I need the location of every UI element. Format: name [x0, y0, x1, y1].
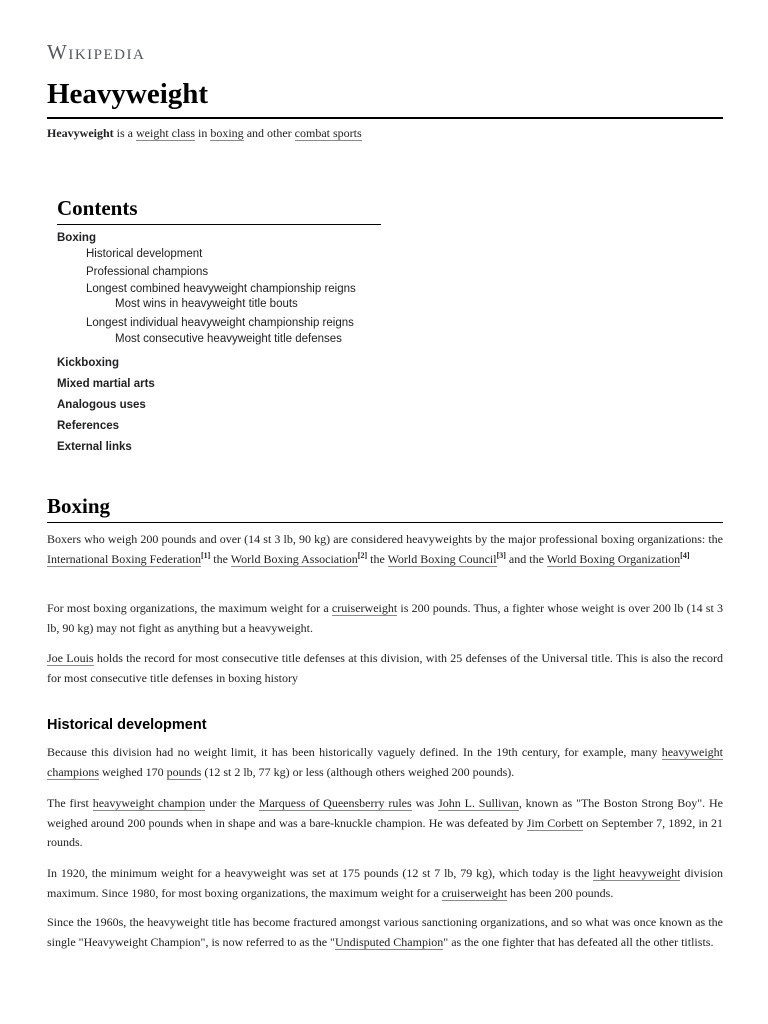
citation-1[interactable]: [1] — [200, 550, 211, 560]
link-cruiserweight[interactable]: cruiserweight — [331, 601, 398, 615]
toc-item-longest-combined-reigns[interactable]: Longest combined heavyweight championship reigns — [86, 283, 356, 295]
link-weight-class[interactable]: weight class — [136, 126, 195, 140]
link-boxing[interactable]: boxing — [210, 126, 244, 140]
link-light-heavyweight[interactable]: light heavyweight — [593, 866, 681, 880]
link-queensberry-rules[interactable]: Marquess of Queensberry rules — [258, 796, 412, 810]
intro-paragraph: Heavyweight is a weight class in boxing and other combat sports — [47, 126, 362, 140]
citation-2[interactable]: [2] — [357, 550, 368, 560]
link-combat-sports[interactable]: combat sports — [294, 126, 362, 140]
boxing-paragraph-3: Joe Louis holds the record for most consecutive title defenses at this division, with 25 defenses of the Universal title. This is also the record for most consecutive title defenses in boxing history — [47, 651, 723, 685]
history-paragraph-3: In 1920, the minimum weight for a heavyweight was set at 175 pounds (12 st 7 lb, 79 kg), which today is the light heavyweight division maximum. Since 1980, for most boxing organizations, the maximum weight for a cruiserweight has been 200 pounds. — [47, 866, 723, 900]
title-divider — [47, 117, 723, 119]
link-wbo[interactable]: World Boxing Organization — [546, 551, 681, 566]
link-john-l-sullivan[interactable]: John L. Sullivan — [438, 796, 519, 810]
page-title: Heavyweight — [47, 78, 209, 110]
section-heading-boxing: Boxing — [47, 494, 111, 518]
link-heavyweight-champion[interactable]: heavyweight champion — [92, 796, 206, 810]
boxing-paragraph-2: For most boxing organizations, the maximum weight for a cruiserweight is 200 pounds. Thus, a fighter whose weight is over 200 lb (14 st 3 lb, 90 kg) may not fight as anything but a heavyweight. — [47, 601, 723, 635]
citation-4[interactable]: [4] — [680, 550, 690, 560]
toc-item-longest-individual-reigns[interactable]: Longest individual heavyweight championship reigns — [86, 317, 354, 329]
toc-item-references[interactable]: References — [57, 420, 120, 432]
toc-item-historical-development[interactable]: Historical development — [86, 248, 203, 260]
history-paragraph-1: Because this division had no weight limit, it has been historically vaguely defined. In the 19th century, for example, many heavyweight champions weighed 170 pounds (12 st 2 lb, 77 kg) or less (although others weighed 200 pounds). — [47, 745, 723, 779]
history-paragraph-2: The first heavyweight champion under the Marquess of Queensberry rules was John L. Sullivan, known as "The Boston Strong Boy". He weighed around 200 pounds when in shape and was a bare-knuckle champion. He was defeated by Jim Corbett on September 7, 1892, in 21 rounds. — [47, 796, 723, 849]
toc-item-kickboxing[interactable]: Kickboxing — [57, 357, 119, 369]
link-heavyweight-champions[interactable]: heavyweight champions — [47, 745, 723, 779]
link-jim-corbett[interactable]: Jim Corbett — [526, 815, 584, 830]
section-divider — [47, 522, 723, 523]
toc-item-professional-champions[interactable]: Professional champions — [86, 266, 209, 278]
toc-item-most-consecutive-defenses[interactable]: Most consecutive heavyweight title defenses — [115, 333, 342, 345]
citation-3[interactable]: [3] — [496, 550, 506, 560]
toc-item-mixed-martial-arts[interactable]: Mixed martial arts — [57, 378, 155, 390]
intro-bold-term: Heavyweight — [47, 126, 114, 140]
link-pounds[interactable]: pounds — [166, 764, 202, 779]
section-heading-historical-development: Historical development — [47, 717, 207, 733]
link-joe-louis[interactable]: Joe Louis — [47, 651, 94, 665]
link-wba[interactable]: World Boxing Association — [230, 551, 358, 566]
link-wbc[interactable]: World Boxing Council — [387, 551, 497, 566]
link-ibf[interactable]: International Boxing Federation — [47, 551, 201, 566]
history-paragraph-4: Since the 1960s, the heavyweight title has become fractured amongst various sanctioning organizations, and so what was once known as the single "Heavyweight Champion", is now referred to as the "Undisputed Champion" as the one fighter that has defeated all the other titlists. — [47, 915, 723, 949]
boxing-paragraph-1: Boxers who weigh 200 pounds and over (14 st 3 lb, 90 kg) are considered heavyweights by the major professional boxing organizations: the International Boxing Federation[1] the World Boxing Association[2] the World Boxing Council[3] and the World Boxing Organization[4] — [47, 532, 723, 566]
toc-item-external-links[interactable]: External links — [57, 441, 132, 453]
link-cruiserweight-2[interactable]: cruiserweight — [441, 885, 508, 900]
toc-title: Contents — [57, 196, 381, 225]
table-of-contents — [57, 196, 387, 225]
wikipedia-logo[interactable]: Wikipedia — [47, 40, 146, 64]
link-undisputed-champion[interactable]: Undisputed Champion — [334, 934, 444, 949]
toc-item-analogous-uses[interactable]: Analogous uses — [57, 399, 146, 411]
toc-item-most-wins[interactable]: Most wins in heavyweight title bouts — [115, 298, 298, 310]
toc-item-boxing[interactable]: Boxing — [57, 232, 96, 244]
